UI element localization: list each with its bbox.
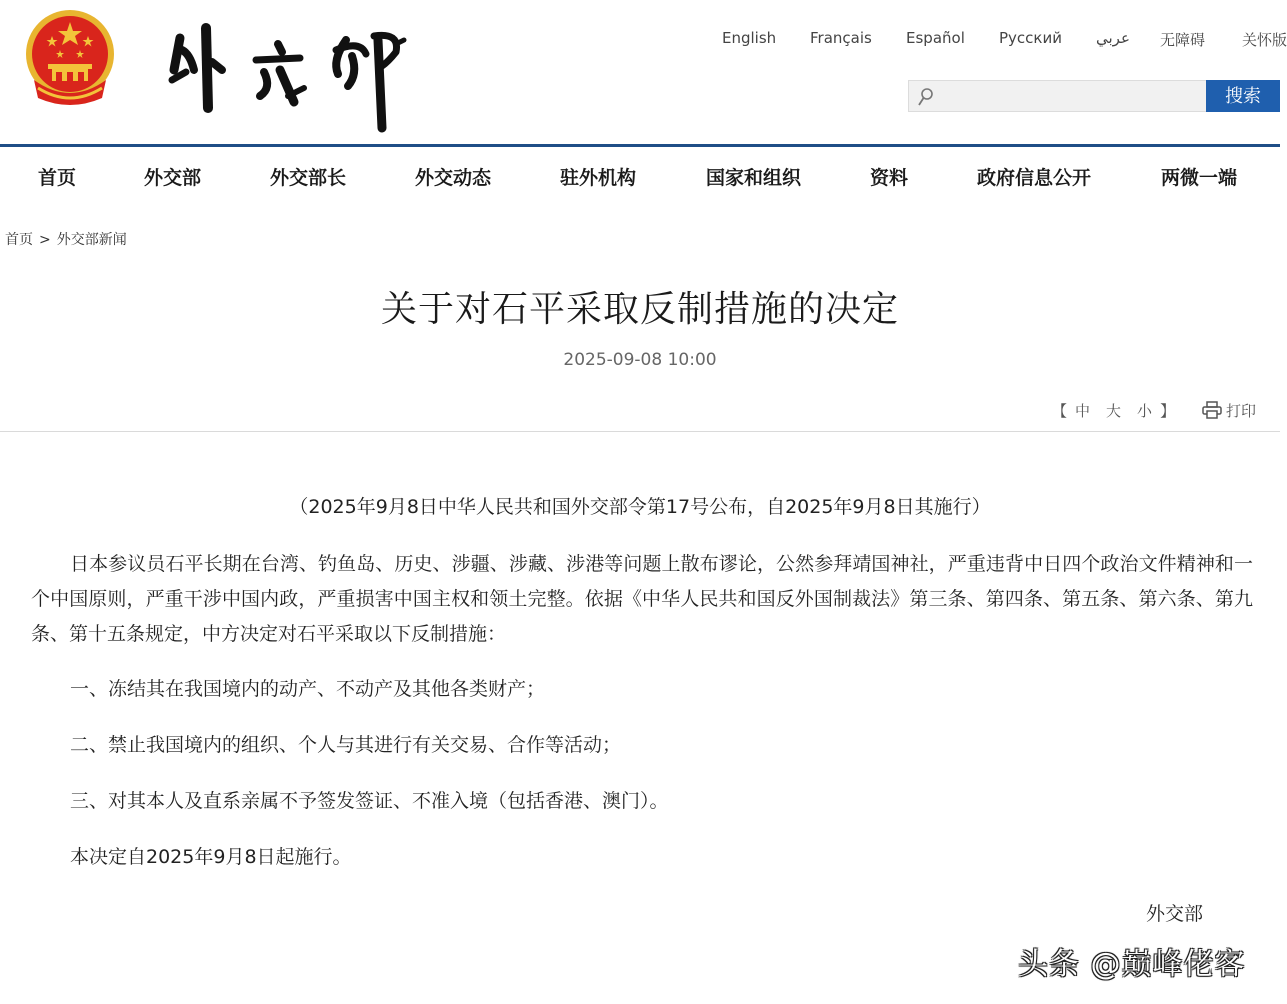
lang-french-link[interactable]: Français [810,29,872,47]
lang-spanish-link[interactable]: Español [906,29,965,47]
effective-date-statement: 本决定自2025年9月8日起施行。 [70,846,352,868]
breadcrumb [5,229,127,249]
elderly-care-link[interactable]: 关怀版 [1242,31,1287,49]
measure-item-1: 一、冻结其在我国境内的动产、不动产及其他各类财产； [70,678,546,700]
language-bar [0,29,1287,51]
measure-item-3: 三、对其本人及直系亲属不予签发签证、不准入境（包括香港、澳门）。 [70,790,669,812]
breadcrumb-home-link[interactable]: 首页 [5,232,33,248]
font-size-small-button[interactable]: 小 [1137,402,1153,420]
watermark-text: 头条 @巅峰佬客 [1018,947,1246,982]
print-button[interactable] [1202,400,1256,421]
accessibility-link[interactable]: 无障碍 [1160,31,1206,49]
article-notice: （2025年9月8日中华人民共和国外交部令第17号公布，自2025年9月8日其施行） [289,496,991,518]
nav-item-ministry[interactable]: 外交部 [144,167,202,189]
breadcrumb-separator: > [39,232,51,248]
font-size-medium-button[interactable]: 中 [1075,402,1091,420]
nav-item-resources[interactable]: 资料 [870,167,909,189]
print-label: 打印 [1226,402,1257,420]
lang-arabic-link[interactable]: عربي [1096,29,1130,47]
national-emblem-logo[interactable] [22,8,118,108]
nav-item-minister[interactable]: 外交部长 [270,167,347,189]
article-title: 关于对石平采取反制措施的决定 [380,289,899,330]
measure-item-2: 二、禁止我国境内的组织、个人与其进行有关交易、合作等活动； [70,734,622,756]
search-icon [917,87,935,107]
nav-item-diplomatic-news[interactable]: 外交动态 [415,167,492,189]
lang-russian-link[interactable]: Русский [999,29,1062,47]
article-paragraph: 日本参议员石平长期在台湾、钓鱼岛、历史、涉疆、涉藏、涉港等问题上散布谬论，公然参拜靖国神社，严重违背中日四个政治文件精神和一个中国原则，严重干涉中国内政，严重损害中国主权和领土完整。依据《中华人民共和国反外国制裁法》第三条、第四条、第五条、第六条、第九条、第十五条规定，中方决定对石平采取以下反制措施： [31,553,1253,645]
search-button[interactable]: 搜索 [1206,80,1280,112]
nav-item-missions-abroad[interactable]: 驻外机构 [560,167,637,189]
font-size-controls [1052,400,1175,421]
lang-english-link[interactable]: English [722,29,777,47]
site-header [0,0,1287,146]
nav-item-countries-orgs[interactable]: 国家和组织 [706,167,802,189]
printer-icon [1202,401,1222,419]
nav-item-home[interactable]: 首页 [38,167,77,189]
article-divider [0,431,1280,432]
font-size-large-button[interactable]: 大 [1106,402,1122,420]
breadcrumb-current-link[interactable]: 外交部新闻 [56,232,127,248]
search-input[interactable] [908,80,1206,112]
font-size-bracket-close: 】 [1160,402,1176,420]
article-date: 2025-09-08 10:00 [563,350,717,370]
nav-item-social-media[interactable]: 两微一端 [1161,167,1238,189]
font-size-bracket-open: 【 [1052,402,1068,420]
main-nav [0,147,1280,203]
article-signature: 外交部 [1146,903,1204,925]
nav-item-gov-info[interactable]: 政府信息公开 [977,167,1092,189]
